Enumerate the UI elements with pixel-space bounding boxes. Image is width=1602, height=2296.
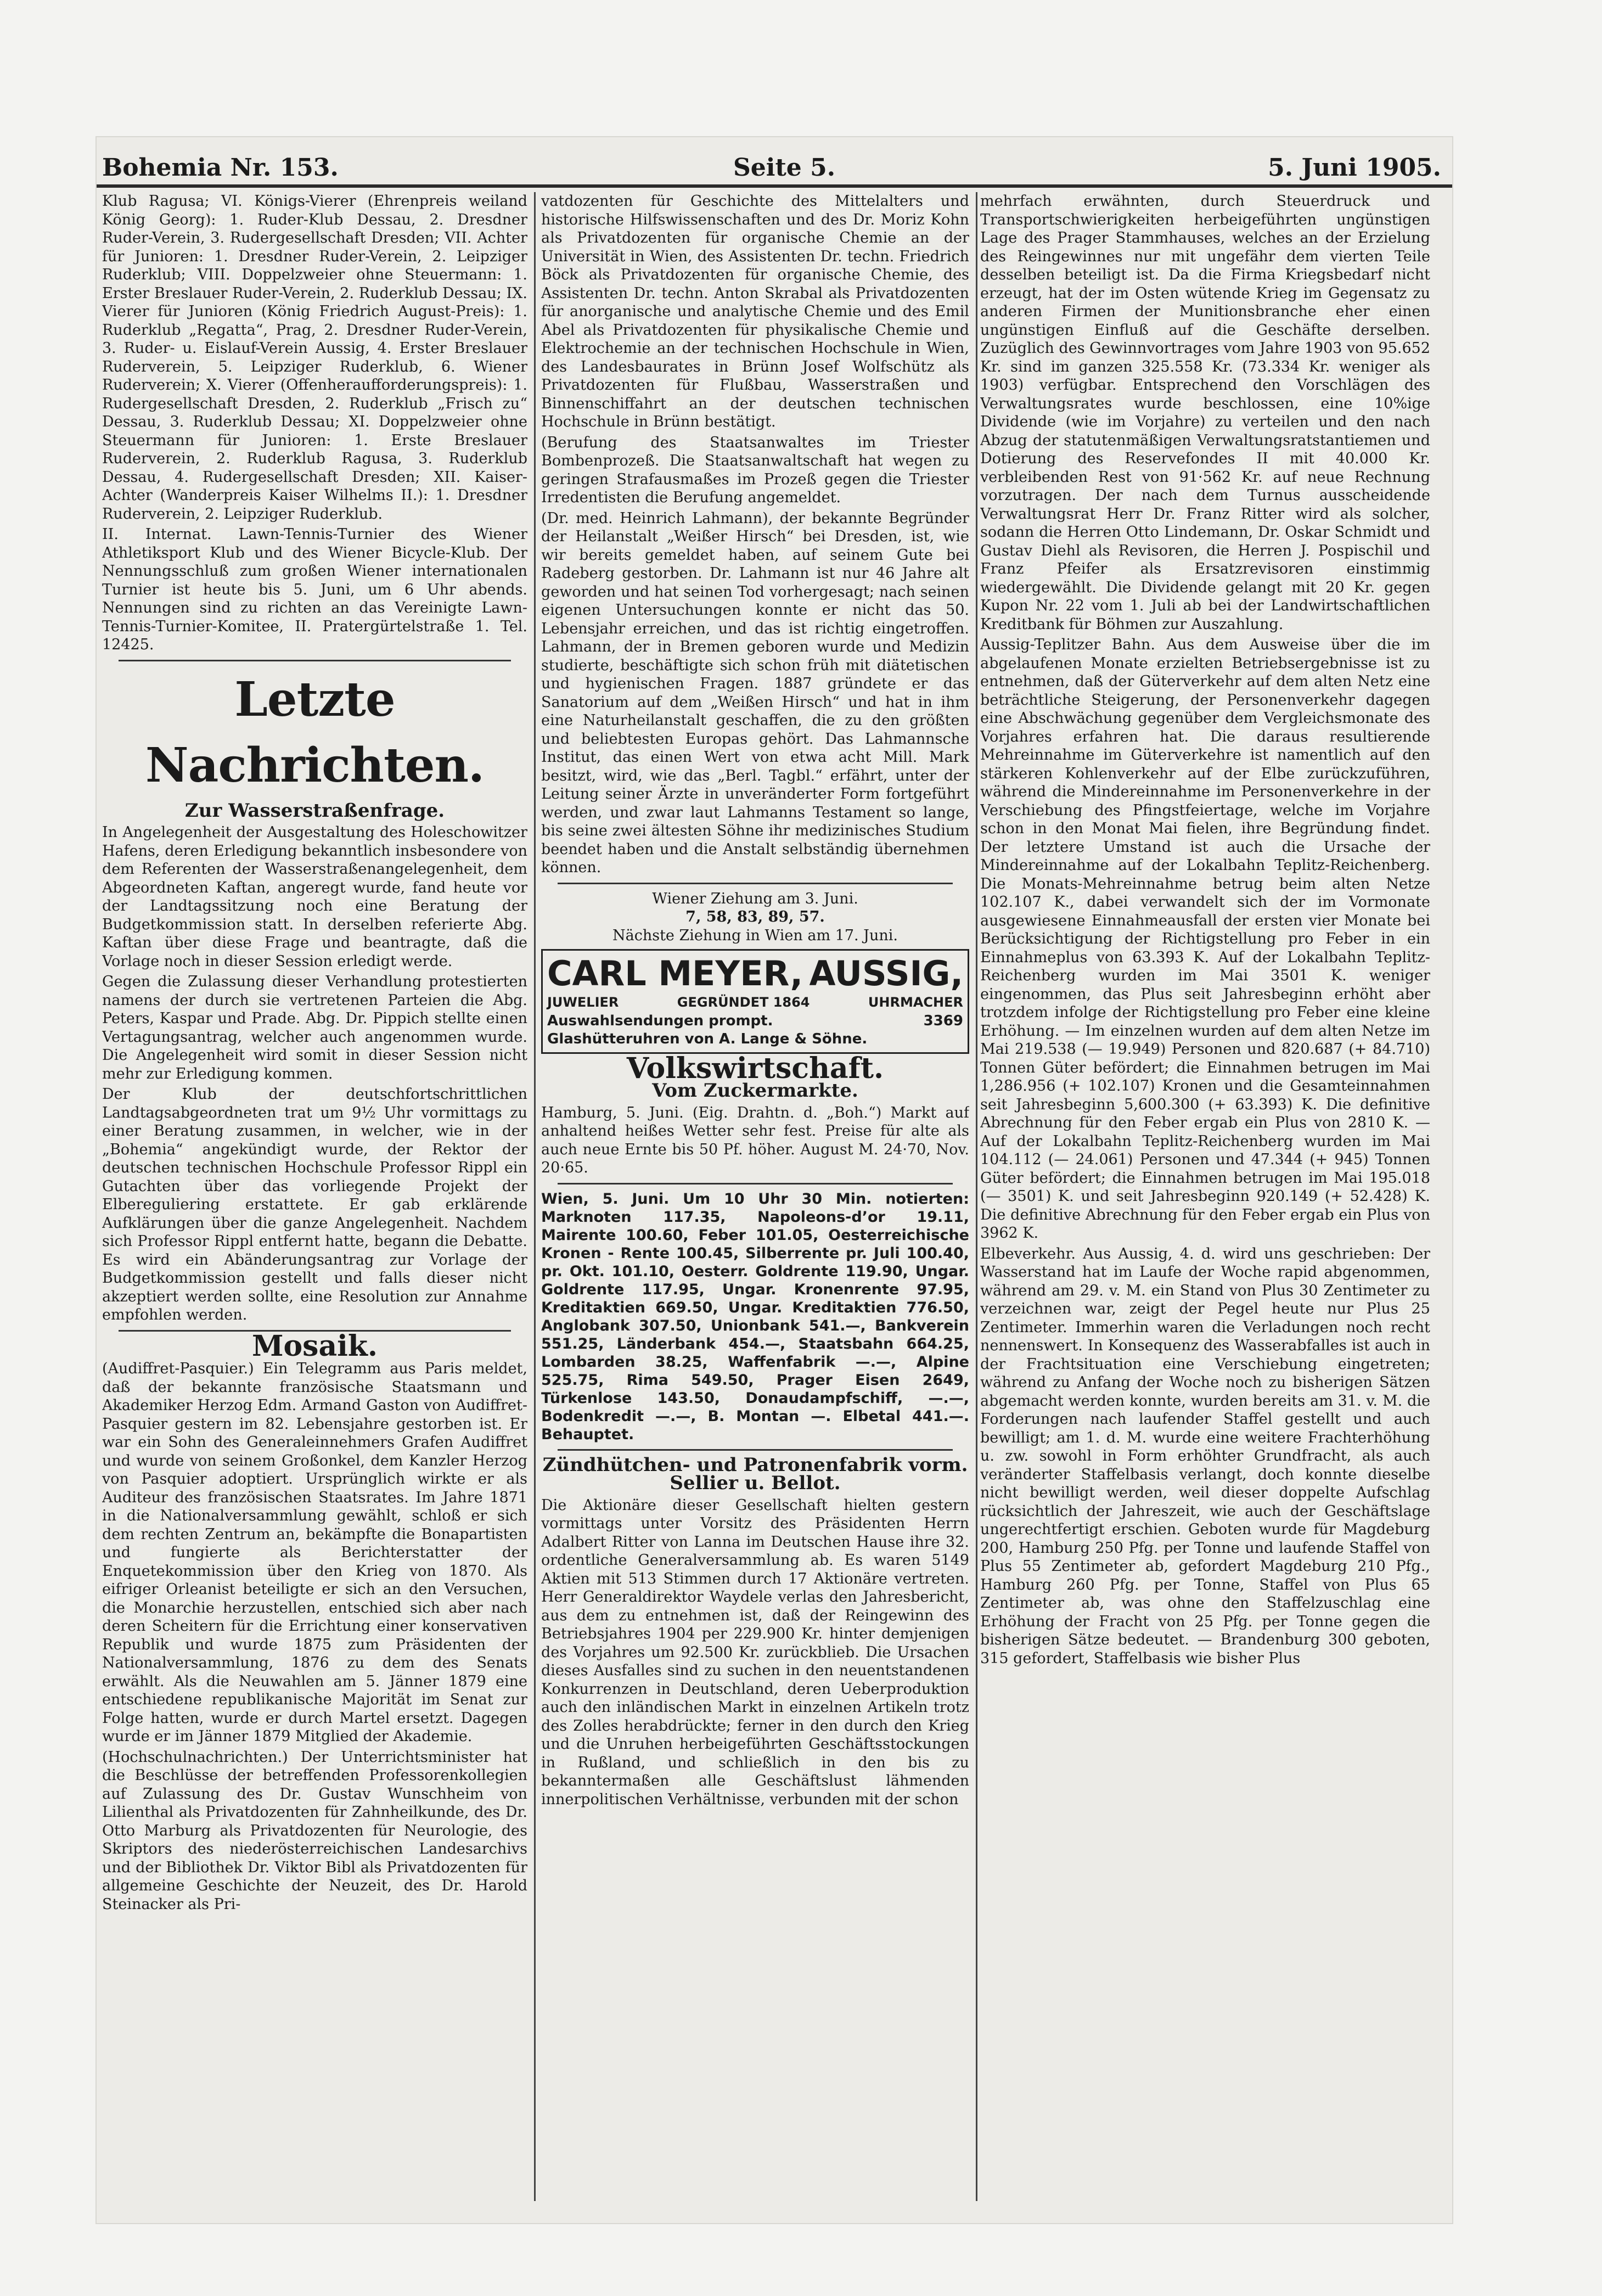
page-header — [97, 154, 1452, 187]
ad-offer: Auswahlsendungen prompt. — [547, 1012, 773, 1029]
divider — [558, 1183, 953, 1185]
article-paragraph: In Angelegenheit der Ausgestaltung des Holeschowitzer Hafens, deren Erledigung bekanntlich insbesondere von dem Referenten der Wasserstraßenangelegenheit, dem Abgeordneten Kaftan, angeregt wurde, fand heute vor der Landtagssitzung noch eine Beratung der Budgetkommission statt. In derselben referierte Abg. Kaftan über diese Frage und beantragte, daß die Vorlage noch in dieser Session erledigt werde. — [102, 824, 527, 970]
column-3 — [980, 192, 1430, 2201]
column-2 — [541, 192, 969, 2201]
section-title-latest-news: Letzte Nachrichten. — [145, 671, 484, 793]
section-title-economy: Volkswirtschaft. — [626, 1051, 884, 1085]
column-separator — [976, 192, 977, 2201]
ad-brand: Glashütteruhren von A. Lange & Söhne. — [547, 1031, 868, 1047]
article-heading: Vom Zuckermarkte. — [652, 1080, 858, 1102]
article-heading: Zündhütchen- und Patronenfabrik vorm. Sellier u. Bellot. — [542, 1453, 968, 1494]
article-paragraph: mehrfach erwähnten, durch Steuerdruck und Transportschwierigkeiten herbeigeführten ungünstigen Lage des Prager Stammhauses, welches an der Erzielung des Reingewinnes nur mit ungefähr dem vierten Teile desselben beteiligt ist. Da die Firma Kriegsbedarf nicht erzeugt, hat der im Osten wütende Krieg im Gegensatz zu anderen Firmen der Munitionsbranche eher einen ungünstigen Einfluß auf die Geschäfte derselben. Zuzüglich des Gewinnvortrages vom Jahre 1903 von 95.652 Kr. sind im ganzen 325.558 Kr. (73.334 Kr. weniger als 1903) verfügbar. Entsprechend den Vorschlägen des Verwaltungsrates wurde beschlossen, eine 10%ige Dividende (wie im Vorjahre) zu verteilen und den nach Abzug der statutenmäßigen Verwaltungsratstantiemen und Dotierung des Reservefondes II mit 40.000 Kr. verbleibenden Rest von 91·562 Kr. auf neue Rechnung vorzutragen. Der nach dem Turnus ausscheidende Verwaltungsrat Herr Dr. Franz Ritter wird als solcher, sodann die Herren Otto Lindemann, Dr. Oskar Schmidt und Gustav Diehl als Revisoren, die Herren J. Pospischil und Franz Pfeifer als Ersatzrevisoren einstimmig wiedergewählt. Die Dividende gelangt mit 20 Kr. gegen Kupon Nr. 22 vom 1. Juli ab bei der Landwirtschaftlichen Kreditbank für Böhmen zur Auszahlung. — [980, 193, 1430, 633]
stock-market-report: Wien, 5. Juni. Um 10 Uhr 30 Min. notierten: Marknoten 117.35, Napoleons-d’or 19.11, Mairente 100.60, Feber 101.05, Oesterreichische Kronen - Rente 100.45, Silberrente pr. Juli 100.40, pr. Okt. 101.10, Oesterr. Goldrente 119.90, Ungar. Goldrente 117.95, Ungar. Kronenrente 97.95, Kreditaktien 669.50, Ungar. Kreditaktien 776.50, Anglobank 307.50, Unionbank 541.—, Bankverein 551.25, Länderbank 454.—, Staatsbahn 664.25, Lombarden 38.25, Waffenfabrik —.—, Alpine 525.75, Rima 549.50, Prager Eisen 2649, Türkenlose 143.50, Donaudampfschiff, —.—, Bodenkredit —.—, B. Montan —. Elbetal 441.—. Behauptet. — [541, 1190, 969, 1443]
ad-trade-left: JUWELIER — [547, 995, 619, 1010]
advertisement — [541, 949, 969, 1054]
divider — [558, 1449, 953, 1451]
header-issue: Bohemia Nr. 153. — [102, 154, 339, 182]
article-paragraph: Aussig-Teplitzer Bahn. Aus dem Ausweise über die im abgelaufenen Monate erzielten Betriebsergebnisse ist zu entnehmen, daß der Güterverkehr auf dem alten Netz eine beträchtliche Steigerung, der Personenverkehr dagegen eine Abschwächung gegenüber dem Vergleichsmonate des Vorjahres erfahren hat. Die daraus resultierende Mehreinnahme im Güterverkehre ist namentlich auf den stärkeren Kohlenverkehr auf der Elbe zurückzuführen, während die Mindereinnahme im Personenverkehre in der Verschiebung des Pfingstfeiertage, welche im Vorjahre schon in den Monat Mai fielen, ihre Begründung findet. Der letztere Umstand ist auch die Ursache der Mindereinnahme auf der Lokalbahn Teplitz-Reichenberg. Die Monats-Mehreinnahme betrug beim alten Netze 102.107 K., dabei verwandelt sich der im Vormonate ausgewiesene Einnahmeausfall der ersten vier Monate bei Berücksichtigung der Richtigstellung pro Feber in ein Einnahmeplus von 63.393 K. Auf der Lokalbahn Teplitz-Reichenberg wurden im Mai 3501 K. weniger eingenommen, das Plus seit Jahresbeginn erhöht aber trotzdem infolge der Richtigstellung pro Feber eine kleine Erhöhung. — Im einzelnen wurden auf dem alten Netze im Mai 219.538 (— 19.949) Personen und 820.687 (+ 84.710) Tonnen Güter befördert; die Einnahmen betrugen im Mai 1,286.956 (+ 102.107) Kronen und die Gesamteinnahmen seit Jahresbeginn 5,600.300 (+ 63.393) K. Die definitive Abrechnung für den Feber ergab ein Plus von 2810 K. — Auf der Lokalbahn Teplitz-Reichenberg wurden im Mai 104.112 (— 24.061) Personen und 47.344 (+ 945) Tonnen Güter befördert; die Einnahmen betrugen im Mai 195.018 (— 3501) K. und seit Jahresbeginn 920.149 (+ 52.428) K. Die definitive Abrechnung für den Feber ergab ein Plus von 3962 K. — [980, 636, 1430, 1242]
header-date: 5. Juni 1905. — [1268, 154, 1441, 182]
article-paragraph: Hamburg, 5. Juni. (Eig. Drahtn. d. „Boh.“) Markt auf anhaltend heißes Wetter sehr fest. Preise für alte als auch neue Ernte bis 50 Pf. höher. August M. 24·70, Nov. 20·65. — [541, 1104, 969, 1176]
lottery-heading: Wiener Ziehung am 3. Juni. — [652, 890, 858, 907]
divider — [119, 660, 511, 661]
article-paragraph: (Hochschulnachrichten.) Der Unterrichtsminister hat die Beschlüsse der betreffenden Professorenkollegien auf Zulassung des Dr. Gustav Wunschheim von Lilienthal als Privatdozenten für Zahnheilkunde, des Dr. Otto Marburg als Privatdozenten für Neurologie, des Skriptors des niederösterreichischen Landesarchivs und der Bibliothek Dr. Viktor Bibl als Privatdozenten für allgemeine Geschichte der Neuzeit, des Dr. Harold Steinacker als Pri- — [102, 1748, 527, 1913]
divider — [558, 883, 953, 884]
ad-trade-right: UHRMACHER — [868, 995, 963, 1010]
lottery-next: Nächste Ziehung in Wien am 17. Juni. — [612, 927, 898, 944]
newspaper-page — [97, 137, 1452, 2223]
rowing-results: Klub Ragusa; VI. Königs-Vierer (Ehrenpreis weiland König Georg): 1. Ruder-Klub Dessau, 2. Dresdner Ruder-Verein, 3. Rudergesellschaft Dresden; VII. Achter für Junioren: 1. Dresdner Ruder-Verein, 2. Leipziger Ruderklub; VIII. Doppelzweier ohne Steuermann: 1. Erster Breslauer Ruder-Verein, 2. Ruderklub Dessau; IX. Vierer für Junioren (König Friedrich August-Preis): 1. Ruderklub „Regatta“, Prag, 2. Dresdner Ruder-Verein, 3. Ruder- u. Eislauf-Verein Aussig, 4. Erster Breslauer Ruderverein, 5. Leipziger Ruderklub, 6. Wiener Ruderverein; X. Vierer (Offenheraufforderungspreis): 1. Rudergesellschaft Dresden, 2. Ruderklub „Frisch zu“ Dessau, 3. Ruderklub Dessau; XI. Doppelzweier ohne Steuermann für Junioren: 1. Erste Breslauer Ruderverein, 2. Ruderklub Ragusa, 3. Ruderklub Dessau, 4. Rudergesellschaft Dresden; XII. Kaiser-Achter (Wanderpreis Kaiser Wilhelms II.): 1. Dresdner Ruderverein, 2. Leipziger Ruderklub. — [102, 193, 527, 523]
article-paragraph: Elbeverkehr. Aus Aussig, 4. d. wird uns geschrieben: Der Wasserstand hat im Laufe der Woche rapid abgenommen, während am 29. v. M. ein Stand von Plus 30 Zentimeter zu verzeichnen war, zeigt der Pegel heute nur Plus 25 Zentimeter. Immerhin waren die Verladungen noch recht nennenswert. In Konsequenz des Wasserabfalles ist auch in der Frachtsituation eine Verschiebung eingetreten; während zu Anfang der Woche noch zu bisherigen Sätzen abgemacht werden konnte, wurden bereits am 31. v. M. die Forderungen nach laufender Staffel gestellt und auch bewilligt; am 1. d. M. wurde eine weitere Frachterhöhung u. zw. sowohl in Form erhöhter Grundfracht, als auch veränderter Staffelbasis verlangt, doch konnte dieselbe nicht bewilligt werden, weil dieser doppelte Aufschlag rücksichtlich der Jahreszeit, wie auch der Geschäftslage ungerechtfertigt erschien. Geboten wurde für Magdeburg 200, Hamburg 250 Pfg. per Tonne und laufende Staffel von Plus 55 Zentimeter ab, gefordert Magdeburg 210 Pfg., Hamburg 260 Pfg. per Tonne, Staffel von Plus 65 Zentimeter ab, was ohne den Staffelzuschlag eine Erhöhung der Fracht von 25 Pfg. per Tonne gegen die bisherigen Sätze bedeutet. — Brandenburg 300 geboten, 315 gefordert, Staffelbasis wie bisher Plus — [980, 1245, 1430, 1667]
article-paragraph: Gegen die Zulassung dieser Verhandlung protestierten namens der durch sie vertretenen Parteien die Abg. Peters, Kaspar und Prade. Abg. Dr. Pippich stellte einen Vertagungsantrag, welcher auch angenommen wurde. Die Angelegenheit wird somit in dieser Session nicht mehr zur Erledigung kommen. — [102, 973, 527, 1082]
ad-number: 3369 — [923, 1012, 963, 1029]
article-paragraph: (Berufung des Staatsanwaltes im Triester Bombenprozeß. Die Staatsanwaltschaft hat wegen zu geringen Strafausmaßes im Prozeß gegen die Triester Irredentisten die Berufung angemeldet. — [541, 434, 969, 506]
header-rule — [97, 184, 1452, 188]
tennis-notice: II. Internat. Lawn-Tennis-Turnier des Wiener Athletiksport Klub und des Wiener Bicycle-Klub. Der Nennungsschluß zum großen Wiener internationalen Turnier ist heute bis 5. Juni, um 6 Uhr abends. Nennungen sind zu richten an das Vereinigte Lawn-Tennis-Turnier-Komitee, II. Pratergürtelstraße 1. Tel. 12425. — [102, 526, 527, 653]
column-1 — [102, 192, 527, 2201]
article-paragraph: Die Aktionäre dieser Gesellschaft hielten gestern vormittags unter Vorsitz des Präsidenten Herrn Adalbert Ritter von Lanna im Deutschen Hause ihre 32. ordentliche Generalversammlung ab. Es waren 5149 Aktien mit 513 Stimmen durch 17 Aktionäre vertreten. Herr Generaldirektor Waydele verlas den Jahresbericht, aus dem zu entnehmen ist, daß der Reingewinn des Betriebsjahres 1904 per 229.900 Kr. hinter demjenigen des Vorjahres um 92.500 Kr. zurückblieb. Die Ursachen dieses Ausfalles sind zu suchen in den neuentstandenen Konkurrenzen in Deutschland, deren Ueberproduktion auch den inländischen Markt in einzelnen Artikeln trotz des Zolles herabdrückte; ferner in den durch den Krieg und die Unruhen herbeigeführten Geschäftsstockungen in Rußland, und schließlich in den bis zu bekanntermaßen alle Geschäftslust lähmenden innerpolitischen Verhältnisse, verbunden mit der schon — [541, 1496, 969, 1808]
column-separator — [534, 192, 536, 2201]
article-heading: Zur Wasserstraßenfrage. — [184, 799, 445, 822]
ad-company-name: CARL MEYER, — [547, 953, 803, 993]
ad-founded: GEGRÜNDET 1864 — [677, 995, 810, 1010]
section-title-mosaik: Mosaik. — [251, 1329, 378, 1363]
article-paragraph: (Audiffret-Pasquier.) Ein Telegramm aus Paris meldet, daß der bekannte französische Staatsmann und Akademiker Herzog Edm. Armand Gaston von Audiffret-Pasquier gestern im 82. Lebensjahre gestorben ist. Er war ein Sohn des Generaleinnehmers Grafen Audiffret und wurde von seinem Großonkel, dem Kanzler Herzog von Pasquier adoptiert. Ursprünglich wirkte er als Auditeur des französischen Staatsrates. Im Jahre 1871 in die Nationalversammlung gewählt, schloß er sich dem rechten Zentrum an, bekämpfte die Bonapartisten und fungierte als Berichterstatter der Enquetekommission über den Krieg von 1870. Als eifriger Orleanist beteiligte er sich an den Versuchen, die Monarchie herzustellen, entschied sich aber nach deren Scheitern für die Errichtung einer konservativen Republik und wurde 1875 zum Präsidenten der Nationalversammlung, 1876 zu dem des Senats erwählt. Als die Neuwahlen am 5. Jänner 1879 eine entschiedene republikanische Majorität im Senat zur Folge hatten, wurde er durch Martel ersetzt. Dagegen wurde er im Jänner 1879 Mitglied der Akademie. — [102, 1360, 527, 1745]
article-paragraph: (Dr. med. Heinrich Lahmann), der bekannte Begründer der Heilanstalt „Weißer Hirsch“ bei Dresden, ist, wie wir bereits gemeldet haben, auf seinem Gute bei Radeberg gestorben. Dr. Lahmann ist nur 46 Jahre alt geworden und hat seinen Tod vorhergesagt; nach seinen eigenen Untersuchungen konnte er nicht das 50. Lebensjahr erreichen, und das ist richtig eingetroffen. Lahmann, der in Bremen geboren wurde und Medizin studierte, beschäftigte sich schon früh mit diätetischen und hygienischen Fragen. 1887 gründete er das Sanatorium auf dem „Weißen Hirsch“ und hat in ihm eine Naturheilanstalt geschaffen, die zu den größten und beliebtesten Europas gehört. Das Lahmannsche Institut, das einen Wert von etwa acht Mill. Mark besitzt, wird, wie das „Berl. Tagbl.“ erfährt, unter der Leitung seiner Ärzte in unveränderter Form fortgeführt werden, und zwar laut Lahmanns Testament so lange, bis seine zwei ältesten Söhne ihr medizinisches Studium beendet haben und die Anstalt selbständig übernehmen können. — [541, 509, 969, 876]
article-paragraph: Der Klub der deutschfortschrittlichen Landtagsabgeordneten trat um 9½ Uhr vormittags zu einer Beratung zusammen, in welcher, wie in der „Bohemia“ angekündigt wurde, der Rektor der deutschen technischen Hochschule Professor Rippl ein Gutachten über das vorliegende Projekt der Elbereguliering erstattete. Er gab erklärende Aufklärungen über die ganze Angelegenheit. Nachdem sich Professor Rippl entfernt hatte, begann die Debatte. Es wird ein Abänderungsantrag zur Vorlage der Budgetkommission gestellt und falls dieser nicht akzeptiert werden sollte, eine Resolution zur Annahme empfohlen werden. — [102, 1086, 527, 1323]
ad-city: AUSSIG, — [809, 953, 963, 993]
article-paragraph: vatdozenten für Geschichte des Mittelalters und historische Hilfswissenschaften und des Dr. Moriz Kohn als Privatdozenten für organische Chemie an der Universität in Wien, des Assistenten Dr. techn. Friedrich Böck als Privatdozenten für organische Chemie, des Assistenten Dr. techn. Anton Skrabal als Privatdozenten für anorganische und analytische Chemie und des Emil Abel als Privatdozenten für physikalische Chemie und Elektrochemie an der technischen Hochschule in Wien, des Landesbaurates in Brünn Josef Wolfschütz als Privatdozenten für Flußbau, Wasserstraßen und Binnenschiffahrt an der deutschen technischen Hochschule in Brünn bestätigt. — [541, 193, 969, 430]
header-page-number: Seite 5. — [733, 154, 836, 182]
lottery-numbers: 7, 58, 83, 89, 57. — [685, 908, 825, 925]
